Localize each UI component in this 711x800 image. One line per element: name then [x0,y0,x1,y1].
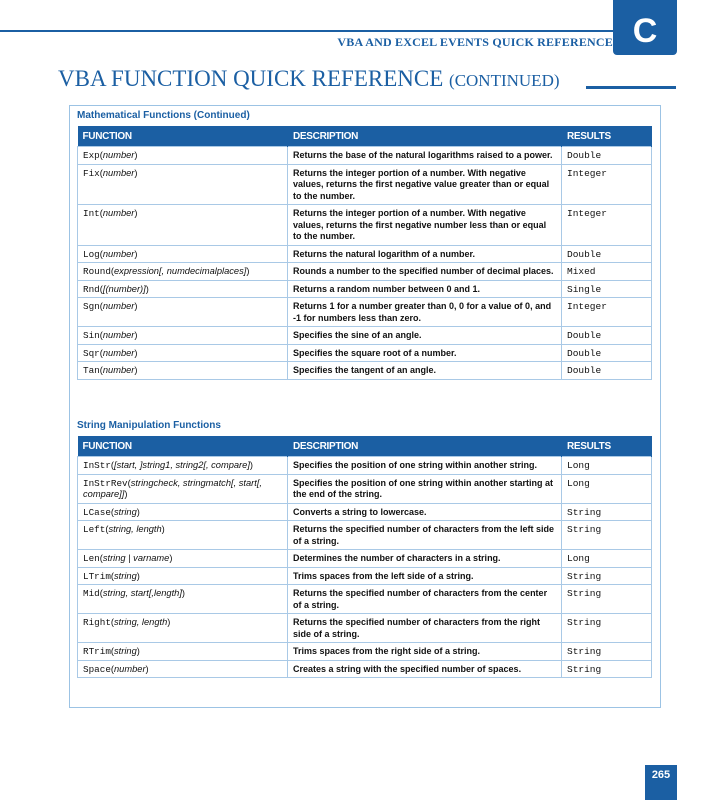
paren-open: ( [110,506,115,517]
paren-close: ) [167,617,171,627]
result-cell: String [562,567,652,585]
paren-open: ( [110,570,115,581]
column-header-results: RESULTS [562,436,652,457]
function-args: number [102,208,135,218]
paren-open: ( [99,167,103,178]
function-cell [78,205,288,246]
table-row [78,614,652,643]
paren-open: ( [110,617,115,627]
table-row [78,457,652,475]
function-args: number [102,365,135,375]
function-args: string, length [108,524,162,534]
table-math [77,126,652,380]
description-cell: Determines the number of characters in a string. [288,550,562,568]
function-cell [78,298,288,327]
paren-close: ) [169,553,173,563]
section-title-math: Mathematical Functions (Continued) [77,110,250,121]
description-cell: Specifies the square root of a number. [288,344,562,362]
function-name: LTrim [83,570,111,582]
description-cell: Returns the integer portion of a number. With negative values, returns the first negative value greater than or equal to the number. [288,164,562,205]
table-row [78,327,652,345]
function-name: Sin [83,330,100,341]
result-cell: String [562,614,652,643]
table-row [78,147,652,165]
function-args: number [102,330,135,340]
function-args: number [102,167,135,178]
table-string [77,436,652,678]
column-header-results: RESULTS [562,126,652,147]
function-name: LCase [83,506,111,518]
function-args: number [102,248,135,259]
title-rule [586,86,676,89]
column-header-description: DESCRIPTION [288,436,562,457]
table-math-body [78,147,652,380]
function-name: Sgn [83,301,100,312]
paren-open: ( [99,283,103,294]
paren-open: ( [99,248,103,259]
column-header-description: DESCRIPTION [288,126,562,147]
description-cell: Returns the specified number of characters from the left side of a string. [288,521,562,550]
paren-open: ( [99,553,103,563]
table-row [78,474,652,503]
paren-close: ) [246,266,250,276]
function-name: Len [83,553,100,564]
description-cell: Returns the specified number of characters from the center of a string. [288,585,562,614]
function-args: number [102,301,135,311]
paren-close: ) [134,330,138,340]
paren-open: ( [127,477,131,488]
function-args: expression[, numdecimalplaces] [114,266,247,276]
paren-close: ) [124,489,128,499]
paren-open: ( [105,524,109,534]
header-rule [0,30,613,32]
result-cell: String [562,585,652,614]
result-cell: String [562,660,652,678]
description-cell: Returns the natural logarithm of a number. [288,245,562,263]
paren-close: ) [161,524,165,534]
paren-open: ( [99,588,103,598]
result-cell: Integer [562,205,652,246]
column-header-function: FUNCTION [78,126,288,147]
paren-open: ( [99,365,103,375]
description-cell: Trims spaces from the left side of a string. [288,567,562,585]
table-row [78,245,652,263]
function-cell [78,614,288,643]
table-string-body [78,457,652,678]
function-cell [78,280,288,298]
description-cell: Specifies the tangent of an angle. [288,362,562,380]
function-cell [78,585,288,614]
description-cell: Converts a string to lowercase. [288,503,562,521]
function-cell [78,344,288,362]
result-cell: Long [562,550,652,568]
function-name: Exp [83,150,100,161]
function-cell [78,245,288,263]
result-cell: Long [562,457,652,475]
paren-close: ) [134,208,138,218]
paren-close: ) [181,588,186,598]
appendix-tab: C [613,0,677,55]
paren-open: ( [99,330,103,340]
description-cell: Returns the base of the natural logarithms raised to a power. [288,147,562,165]
running-head: VBA AND EXCEL EVENTS QUICK REFERENCE [337,35,613,49]
description-cell: Returns 1 for a number greater than 0, 0 for a value of 0, and -1 for numbers less than zero. [288,298,562,327]
description-cell: Rounds a number to the specified number of decimal places. [288,263,562,281]
function-name: Mid [83,588,100,599]
function-cell [78,263,288,281]
function-cell [78,567,288,585]
description-cell: Specifies the position of one string within another string. [288,457,562,475]
table-row [78,567,652,585]
table-row [78,503,652,521]
result-cell: Double [562,344,652,362]
result-cell: Double [562,245,652,263]
function-name: Space [83,663,111,675]
paren-close: ) [134,365,138,375]
table-row [78,362,652,380]
function-args: string, length [114,617,168,627]
function-name: Left [83,524,106,535]
function-cell [78,164,288,205]
function-name: Fix [83,167,100,179]
result-cell: Double [562,362,652,380]
function-name: Int [83,208,100,219]
paren-close: ) [134,347,138,358]
paren-open: ( [99,301,103,311]
function-args: [(number)] [102,283,146,294]
paren-open: ( [110,460,115,470]
table-row [78,298,652,327]
table-row [78,205,652,246]
function-args: number [114,663,146,674]
function-name: Log [83,248,100,260]
function-cell [78,362,288,380]
table-row [78,521,652,550]
table-row [78,585,652,614]
function-args: stringcheck, stringmatch[, start[, compare]] [83,477,262,499]
function-cell [78,327,288,345]
function-args: string [114,506,137,517]
description-cell: Creates a string with the specified number of spaces. [288,660,562,678]
table-row [78,643,652,661]
function-args: string [114,646,137,656]
result-cell: String [562,503,652,521]
function-cell [78,660,288,678]
function-cell [78,457,288,475]
result-cell: String [562,521,652,550]
page-number: 265 [645,765,677,800]
function-name: Right [83,617,111,628]
function-name: InStrRev [83,477,128,489]
description-cell: Returns the integer portion of a number. With negative values, returns the first negative number less than or equal to the number. [288,205,562,246]
table-header-row [78,436,652,457]
page-title-main: VBA FUNCTION QUICK REFERENCE [58,66,444,91]
table-row [78,550,652,568]
function-args: string | varname [102,553,170,563]
function-args: number [102,150,135,160]
table-row [78,344,652,362]
function-args: number [102,347,135,358]
paren-open: ( [110,266,115,276]
page-title [58,66,560,92]
function-cell [78,550,288,568]
function-name: Tan [83,365,100,376]
paren-close: ) [249,460,254,470]
paren-close: ) [136,506,140,517]
result-cell: Double [562,327,652,345]
description-cell: Returns the specified number of characters from the right side of a string. [288,614,562,643]
function-name: Rnd [83,283,100,295]
paren-open: ( [99,347,103,358]
paren-close: ) [134,167,138,178]
function-name: Round [83,266,111,277]
description-cell: Specifies the position of one string within another starting at the end of the string. [288,474,562,503]
function-cell [78,503,288,521]
result-cell: String [562,643,652,661]
paren-close: ) [136,570,140,581]
table-row [78,660,652,678]
paren-close: ) [136,646,140,656]
description-cell: Trims spaces from the right side of a string. [288,643,562,661]
column-header-function: FUNCTION [78,436,288,457]
result-cell: Single [562,280,652,298]
result-cell: Integer [562,298,652,327]
paren-open: ( [99,208,103,218]
paren-close: ) [145,663,149,674]
page-title-continued: (CONTINUED) [449,71,560,90]
result-cell: Long [562,474,652,503]
paren-open: ( [99,150,103,160]
function-args: string [114,570,137,581]
function-name: RTrim [83,646,111,657]
table-row [78,263,652,281]
table-row [78,280,652,298]
function-args: string, start[,length] [102,588,182,598]
paren-open: ( [110,663,115,674]
paren-close: ) [134,301,138,311]
paren-open: ( [110,646,115,656]
paren-close: ) [145,283,149,294]
function-args: [start, ]string1, string2[, compare] [114,460,250,470]
description-cell: Specifies the sine of an angle. [288,327,562,345]
function-cell [78,147,288,165]
table-header-row [78,126,652,147]
paren-close: ) [134,248,138,259]
result-cell: Integer [562,164,652,205]
function-cell [78,643,288,661]
function-name: InStr [83,460,111,471]
function-cell [78,521,288,550]
result-cell: Double [562,147,652,165]
result-cell: Mixed [562,263,652,281]
function-cell [78,474,288,503]
paren-close: ) [134,150,138,160]
description-cell: Returns a random number between 0 and 1. [288,280,562,298]
table-row [78,164,652,205]
function-name: Sqr [83,347,100,359]
section-title-string: String Manipulation Functions [77,420,221,431]
